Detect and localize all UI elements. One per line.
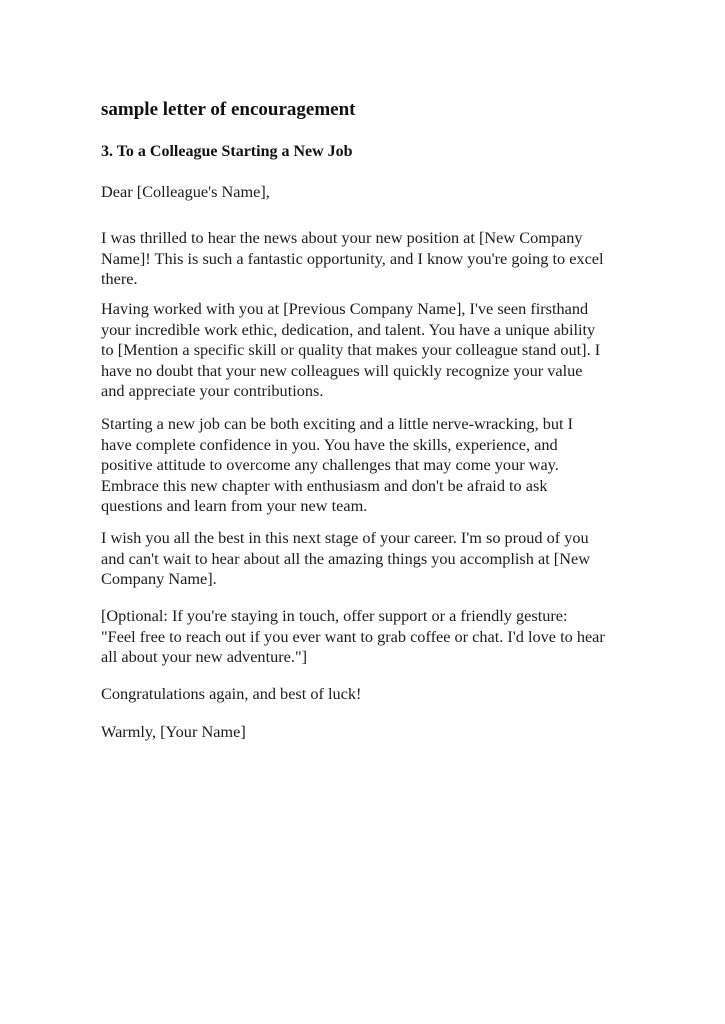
- paragraph-line: and appreciate your contributions.: [101, 381, 324, 400]
- paragraph-line: Starting a new job can be both exciting and a little nerve-wracking, but I: [101, 414, 574, 433]
- closing-text: Congratulations again, and best of luck!: [101, 684, 362, 703]
- paragraph-previous-company: [101, 299, 600, 402]
- paragraph-line: Company Name].: [101, 569, 217, 588]
- paragraph-line: your incredible work ethic, dedication, and talent. You have a unique ability: [101, 319, 596, 339]
- salutation: [101, 182, 270, 203]
- paragraph-best-wishes: [101, 528, 590, 590]
- paragraph-line: positive attitude to overcome any challenges that may come your way.: [101, 455, 559, 474]
- salutation-text: Dear [Colleague's Name],: [101, 182, 270, 201]
- document-title: sample letter of encouragement: [101, 99, 356, 120]
- paragraph-optional-support: [101, 606, 605, 668]
- paragraph-line: all about your new adventure."]: [101, 647, 308, 666]
- paragraph-line: have complete confidence in you. You have the skills, experience, and: [101, 434, 558, 454]
- signature-text: Warmly, [Your Name]: [101, 722, 246, 741]
- paragraph-line: questions and learn from your new team.: [101, 496, 368, 515]
- paragraph-line: "Feel free to reach out if you ever want to grab coffee or chat. I'd love to hear: [101, 626, 605, 646]
- paragraph-starting-new-job: [101, 414, 573, 517]
- paragraph-line: there.: [101, 269, 138, 288]
- section-heading: 3. To a Colleague Starting a New Job: [101, 143, 353, 160]
- closing-line: [101, 684, 361, 705]
- paragraph-line: I wish you all the best in this next stage of your career. I'm so proud of you: [101, 528, 589, 547]
- paragraph-line: [Optional: If you're staying in touch, offer support or a friendly gesture:: [101, 606, 568, 625]
- paragraph-line: Having worked with you at [Previous Company Name], I've seen firsthand: [101, 299, 589, 318]
- paragraph-line: I was thrilled to hear the news about your new position at [New Company: [101, 228, 583, 247]
- paragraph-new-position: [101, 228, 604, 290]
- paragraph-line: and can't wait to hear about all the amazing things you accomplish at [New: [101, 548, 590, 568]
- paragraph-line: to [Mention a specific skill or quality that makes your colleague stand out]. I: [101, 340, 601, 359]
- paragraph-line: Embrace this new chapter with enthusiasm and don't be afraid to ask: [101, 475, 548, 495]
- signature: [101, 722, 246, 743]
- paragraph-line: Name]! This is such a fantastic opportunity, and I know you're going to excel: [101, 248, 604, 268]
- paragraph-line: have no doubt that your new colleagues will quickly recognize your value: [101, 360, 583, 380]
